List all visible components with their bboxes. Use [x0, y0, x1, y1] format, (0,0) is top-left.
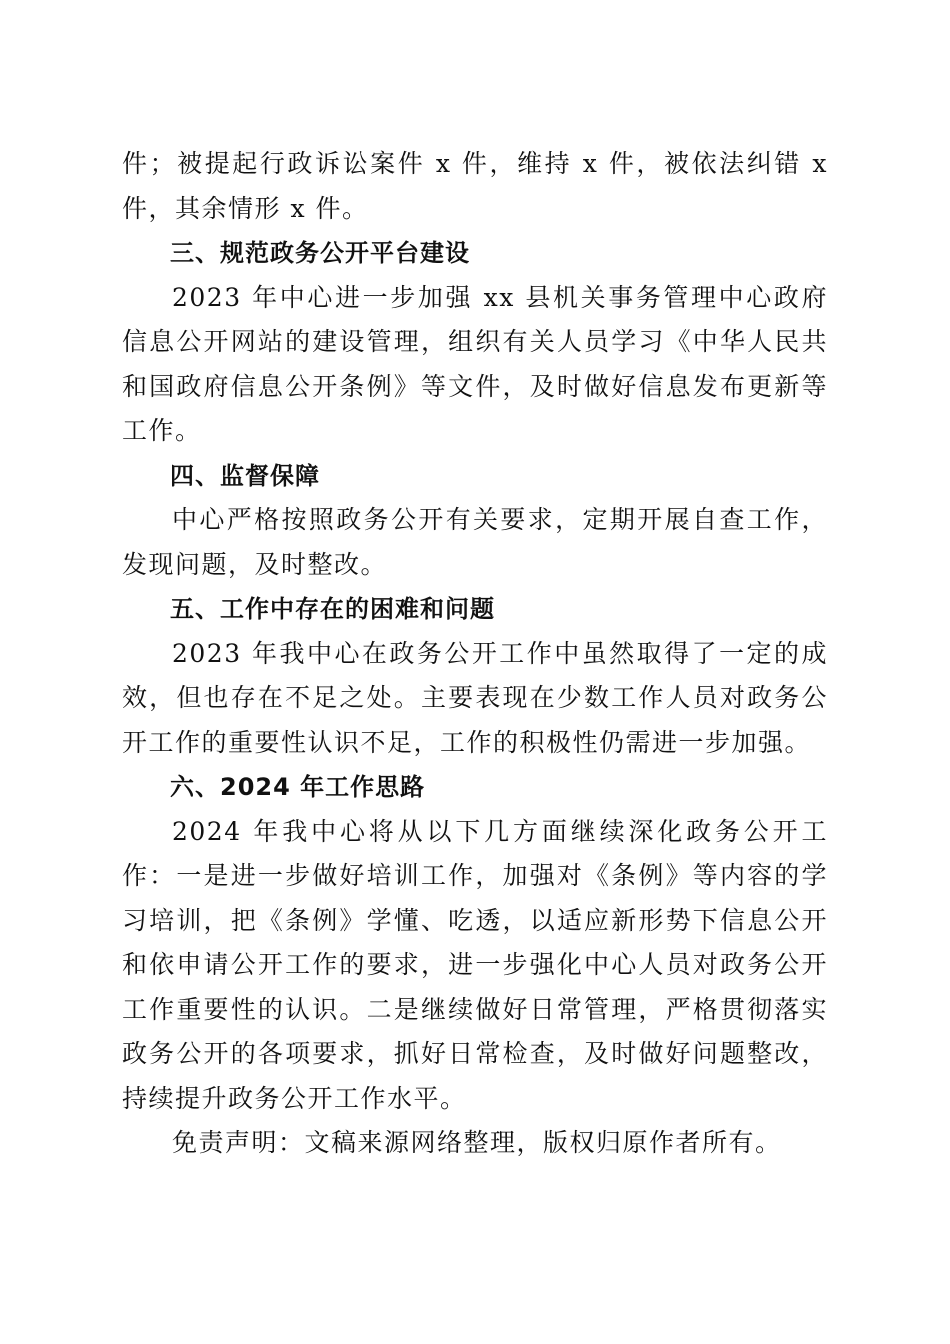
- paragraph-2024-plan: 2024 年我中心将从以下几方面继续深化政务公开工作：一是进一步做好培训工作，加强对《条例》等内容的学习培训，把《条例》学懂、吃透，以适应新形势下信息公开和依申请公开工作的要求，进一步强化中心人员对政务公开工作重要性的认识。二是继续做好日常管理，严格贯彻落实政务公开的各项要求，抓好日常检查，及时做好问题整改，持续提升政务公开工作水平。: [122, 816, 828, 1113]
- paragraph-problems: 2023 年我中心在政务公开工作中虽然取得了一定的成效，但也存在不足之处。主要表现在少数工作人员对政务公开工作的重要性认识不足，工作的积极性仍需进一步加强。: [122, 638, 828, 757]
- section-heading-supervision: 四、监督保障: [170, 461, 320, 490]
- section-heading-2024-plan: 六、2024 年工作思路: [170, 773, 426, 801]
- paragraph-platform: 2023 年中心进一步加强 xx 县机关事务管理中心政府信息公开网站的建设管理，组织有关人员学习《中华人民共和国政府信息公开条例》等文件，及时做好信息发布更新等工作。: [122, 282, 828, 445]
- paragraph-continuation: 件；被提起行政诉讼案件 x 件，维持 x 件，被依法纠错 x 件，其余情形 x 件。: [122, 149, 828, 223]
- paragraph-supervision: 中心严格按照政务公开有关要求，定期开展自查工作，发现问题，及时整改。: [122, 505, 828, 579]
- section-heading-problems: 五、工作中存在的困难和问题: [170, 595, 495, 623]
- document-page: [122, 142, 828, 1166]
- section-heading-platform: 三、规范政务公开平台建设: [170, 239, 470, 267]
- disclaimer-text: 免责声明：文稿来源网络整理，版权归原作者所有。: [172, 1128, 782, 1157]
